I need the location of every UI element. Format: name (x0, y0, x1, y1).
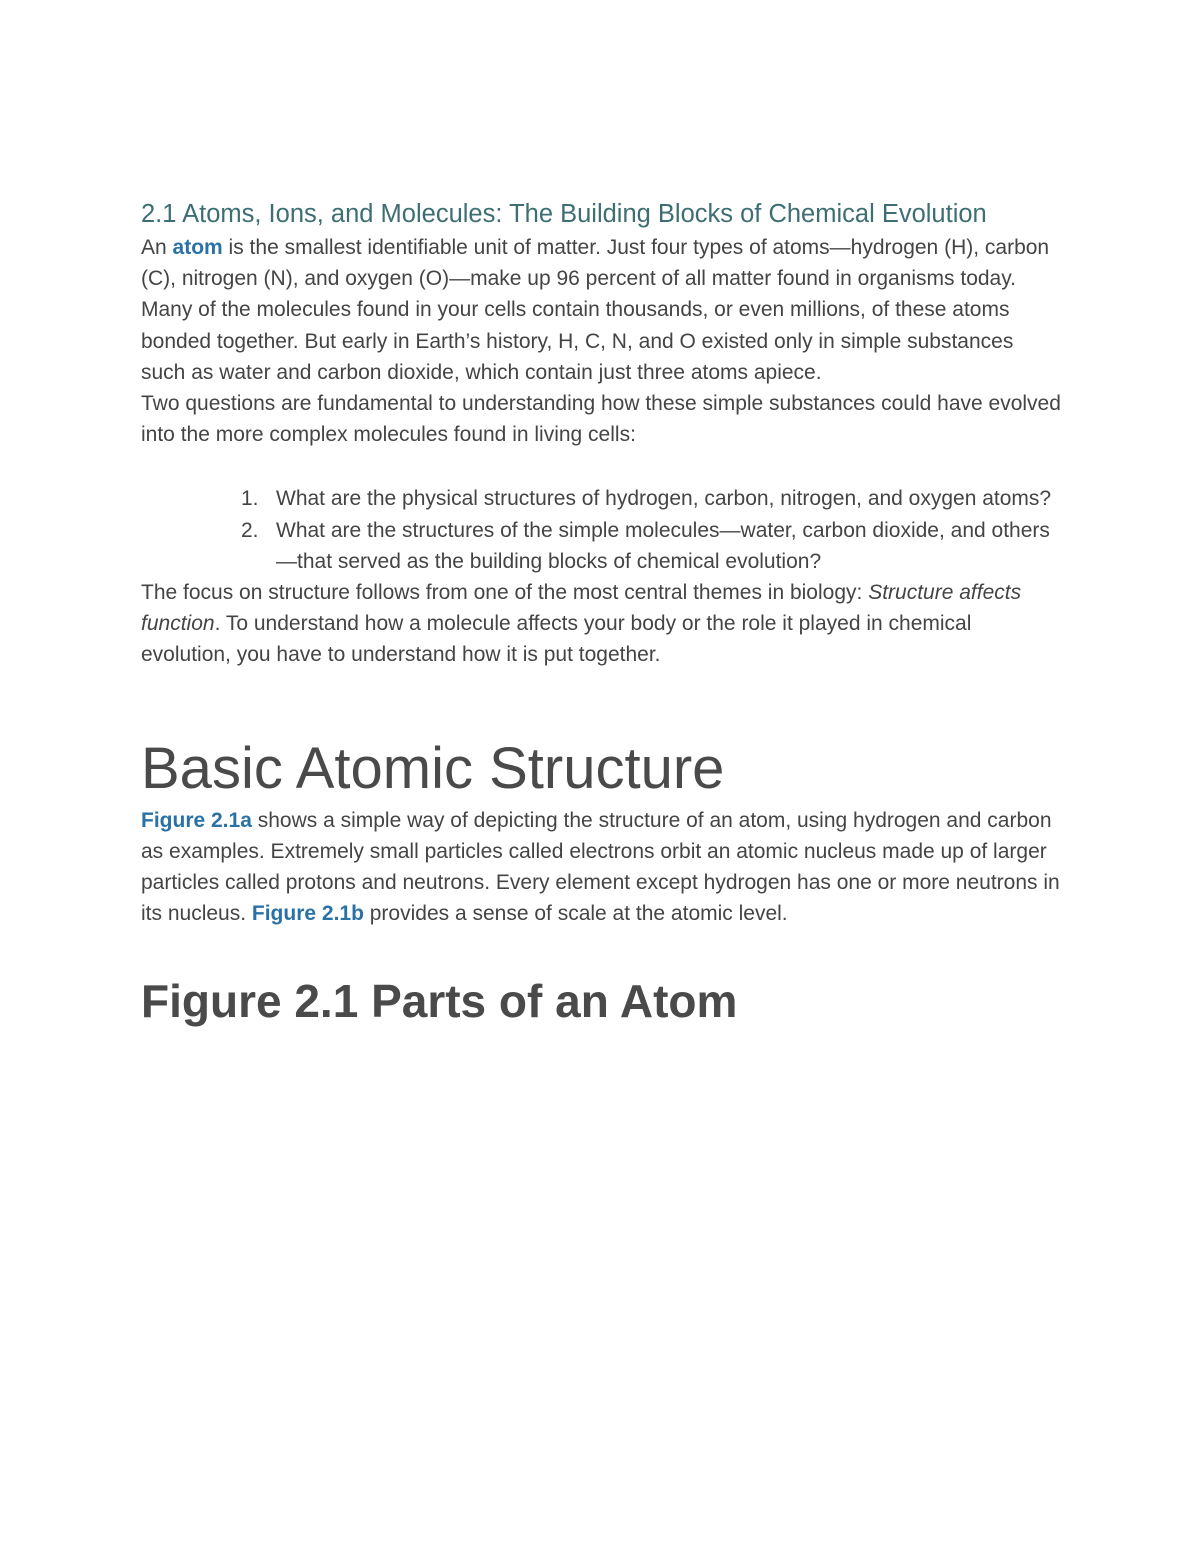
list-item (141, 483, 1061, 514)
intro-paragraph-start: An (141, 236, 173, 259)
questions-list (141, 483, 1061, 577)
intro-paragraph (141, 232, 1061, 388)
basic-atomic-structure-heading: Basic Atomic Structure (141, 735, 725, 801)
list-item-number: 1. (241, 487, 259, 511)
list-item (141, 515, 1061, 577)
figure-description-text-2: provides a sense of scale at the atomic level. (363, 902, 788, 926)
list-item-number: 2. (241, 518, 259, 542)
figure-2-1b-link[interactable]: Figure 2.1b (251, 902, 364, 926)
structure-affects-function-emphasis: Structure affects function (141, 581, 1022, 636)
figure-title: Figure 2.1 Parts of an Atom (141, 975, 738, 1028)
structure-paragraph-start: The focus on structure follows from one of the most central themes in biology: (141, 581, 869, 605)
document-page (141, 196, 1061, 1029)
structure-paragraph-rest: . To understand how a molecule affects your body or the role it played in chemical evolution, you have to understand how it is put together. (141, 612, 972, 667)
list-item-text: What are the physical structures of hydrogen, carbon, nitrogen, and oxygen atoms? (276, 487, 1052, 511)
questions-intro-paragraph: Two questions are fundamental to understanding how these simple substances could have evolved into the more complex molecules found in living cells: (141, 392, 1061, 447)
figure-description-text-1: shows a simple way of depicting the structure of an atom, using hydrogen and carbon as examples. Extremely small particles called electrons orbit an atomic nucleus made up of larger particles called protons and neutrons. Every element except hydrogen has one or more neutrons in its nucleus. (141, 808, 1060, 926)
list-item-text: What are the structures of the simple molecules—water, carbon dioxide, and others—that served as the building blocks of chemical evolution? (276, 518, 1050, 573)
intro-paragraph-rest: is the smallest identifiable unit of matter. Just four types of atoms—hydrogen (H), carbon (C), nitrogen (N), and oxygen (O)—make up 96 percent of all matter found in organisms today. Many of the molecules found in your cells contain thousands, or even millions, of these atoms bonded together. But early in Earth’s history, H, C, N, and O existed only in simple substances such as water and carbon dioxide, which contain just three atoms apiece. (141, 236, 1050, 384)
section-title: 2.1 Atoms, Ions, and Molecules: The Building Blocks of Chemical Evolution (141, 200, 987, 228)
term-atom: atom (172, 236, 223, 259)
structure-function-paragraph (141, 577, 1061, 671)
figure-2-1a-link[interactable]: Figure 2.1a (141, 808, 252, 832)
figure-description-paragraph (141, 805, 1061, 930)
